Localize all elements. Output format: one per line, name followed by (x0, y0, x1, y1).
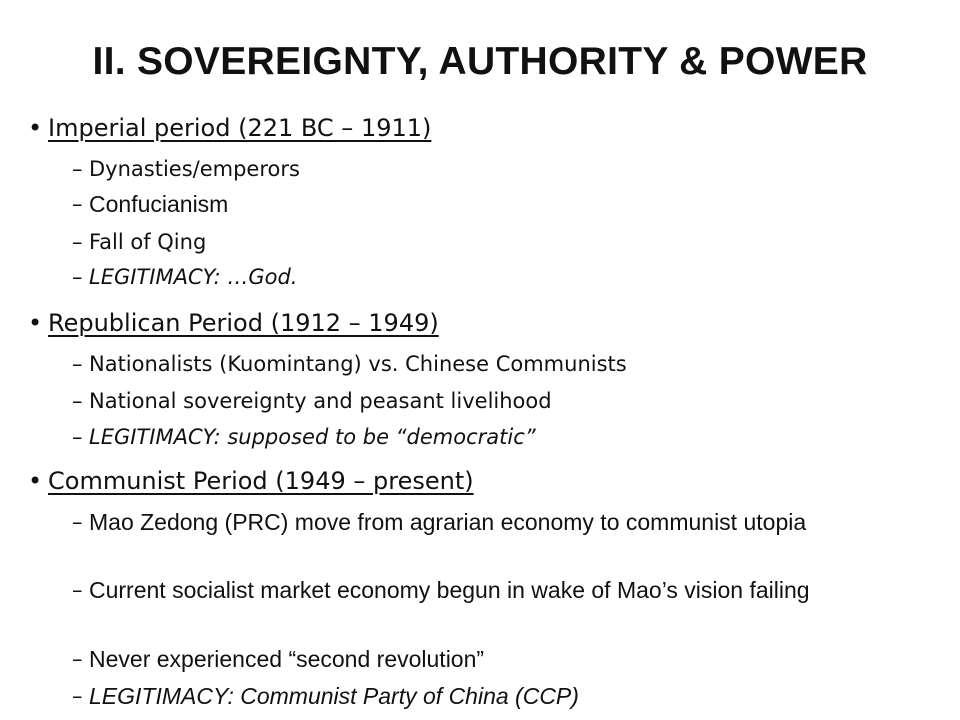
slide-title: II. SOVEREIGNTY, AUTHORITY & POWER (92, 40, 868, 83)
list-item: – LEGITIMACY: supposed to be “democratic” (72, 425, 536, 449)
list-item: – National sovereignty and peasant livelihood (72, 389, 552, 413)
list-item: – Mao Zedong (PRC) move from agrarian economy to communist utopia (72, 509, 807, 535)
list-item: – Dynasties/emperors (72, 157, 300, 181)
list-item: – Fall of Qing (72, 230, 207, 254)
list-item: – Current socialist market economy begun in wake of Mao’s vision failing (72, 577, 810, 603)
list-item: – Nationalists (Kuomintang) vs. Chinese Communists (72, 352, 627, 376)
list-item: – LEGITIMACY: …God. (72, 265, 298, 289)
list-item: – Never experienced “second revolution” (72, 646, 485, 672)
section-heading-communist: • Communist Period (1949 – present) (28, 467, 474, 495)
section-heading-imperial: • Imperial period (221 BC – 1911) (28, 114, 432, 142)
section-heading-republican: • Republican Period (1912 – 1949) (28, 309, 439, 337)
list-item: – LEGITIMACY: Communist Party of China (CCP) (72, 683, 579, 709)
list-item: – Confucianism (72, 191, 229, 217)
